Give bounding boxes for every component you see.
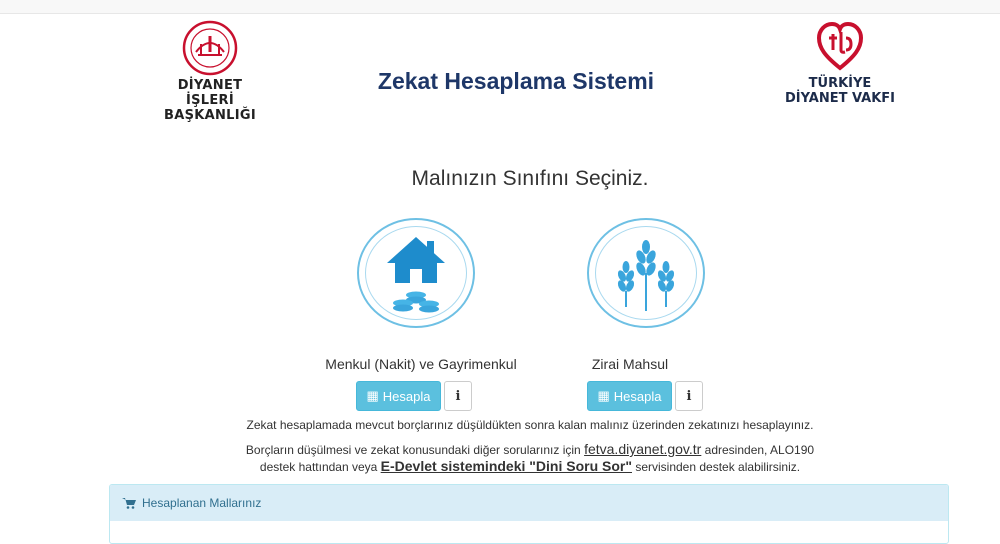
calculated-assets-panel <box>109 484 949 544</box>
calculator-icon: ▦ <box>597 388 610 403</box>
support-note-text-1: Borçların düşülmesi ve zekat konusundaki diğer sorularınız için <box>245 443 585 457</box>
panel-title: Hesaplanan Mallarınız <box>142 496 262 510</box>
category-zirai-label: Zirai Mahsul <box>591 356 669 372</box>
category-menkul-label: Menkul (Nakit) ve Gayrimenkul <box>325 356 517 372</box>
menkul-calculate-button[interactable] <box>356 381 441 411</box>
diyanet-logo[interactable] <box>160 20 260 123</box>
support-note <box>200 441 860 475</box>
cart-icon <box>122 497 136 509</box>
support-note-text-2: adresinden, ALO190 <box>701 443 815 457</box>
support-note-text-3: destek hattından veya <box>259 460 381 474</box>
category-menkul-circle[interactable] <box>357 218 475 328</box>
zirai-calculate-label: Hesapla <box>613 388 662 404</box>
menkul-calculate-label: Hesapla <box>382 388 431 404</box>
section-title: Malınızın Sınıfını Seçiniz. <box>411 167 649 190</box>
edevlet-link[interactable]: E-Devlet sistemindeki "Dini Soru Sor" <box>380 458 632 474</box>
tdv-logo[interactable] <box>770 20 910 106</box>
page-title: Zekat Hesaplama Sistemi <box>377 68 655 94</box>
diyanet-seal-icon <box>182 20 238 76</box>
fetva-link[interactable]: fetva.diyanet.gov.tr <box>584 441 702 457</box>
wheat-icon <box>611 233 681 313</box>
logo-right-line2: DİYANET VAKFI <box>784 91 896 106</box>
calculator-icon: ▦ <box>366 388 379 403</box>
tdv-heart-icon <box>815 20 865 72</box>
house-money-icon <box>381 231 451 315</box>
zirai-info-button[interactable]: i <box>675 381 703 411</box>
browser-top-strip <box>0 0 1000 14</box>
debt-note: Zekat hesaplamada mevcut borçlarınız düşüldükten sonra kalan malınız üzerinden zekatınızı hesaplayınız. <box>246 418 814 432</box>
category-zirai-circle[interactable] <box>587 218 705 328</box>
panel-body <box>110 521 948 537</box>
panel-heading <box>110 485 948 521</box>
logo-left-line1: DİYANET <box>177 78 243 93</box>
logo-right-line1: TÜRKİYE <box>808 76 872 91</box>
menkul-info-button[interactable]: i <box>444 381 472 411</box>
support-note-text-4: servisinden destek alabilirsiniz. <box>632 460 801 474</box>
logo-left-line2: İŞLERİ BAŞKANLIĞI <box>164 93 256 123</box>
zirai-calculate-button[interactable] <box>587 381 672 411</box>
